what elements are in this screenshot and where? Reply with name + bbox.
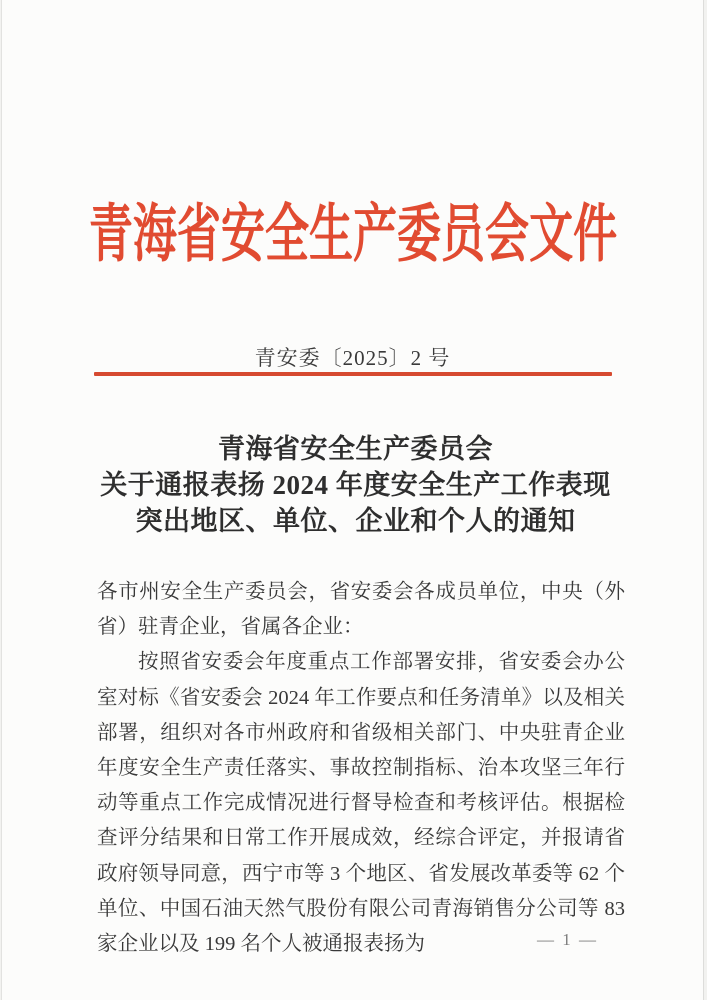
body-paragraph: 按照省安委会年度重点工作部署安排，省安委会办公室对标《省安委会 2024 年工作要点和任务清单》以及相关部署，组织对各市州政府和省级相关部门、中央驻青企业年度安全生产责任落实、事故控制指标、治本攻坚三年行动等重点工作完成情况进行督导检查和考核评估。根据检查评分结果和日常工作开展成效，经综合评定，并报请省政府领导同意，西宁市等 3 个地区、省发展改革委等 62 个单位、中国石油天然气股份有限公司青海销售分公司等 83 家企业以及 199 名个人被通报表扬为: [97, 651, 625, 956]
document-title-line-1: 青海省安全生产委员会: [218, 434, 493, 464]
document-number: 青安委〔2025〕2 号: [254, 346, 451, 370]
document-body: [97, 575, 625, 962]
document-page: [1, 0, 704, 1000]
document-title: [42, 431, 669, 539]
letterhead: [2, 198, 703, 272]
salutation-paragraph: 各市州安全生产委员会，省安委会各成员单位，中央（外省）驻青企业，省属各企业：: [97, 581, 625, 639]
page-number: — 1 —: [537, 930, 598, 949]
document-title-line-2: 关于通报表扬 2024 年度安全生产工作表现: [100, 470, 611, 500]
letterhead-title: 青海省安全生产委员会文件: [88, 200, 617, 270]
document-title-line-3: 突出地区、单位、企业和个人的通知: [135, 506, 576, 536]
red-divider-line: [94, 372, 612, 376]
